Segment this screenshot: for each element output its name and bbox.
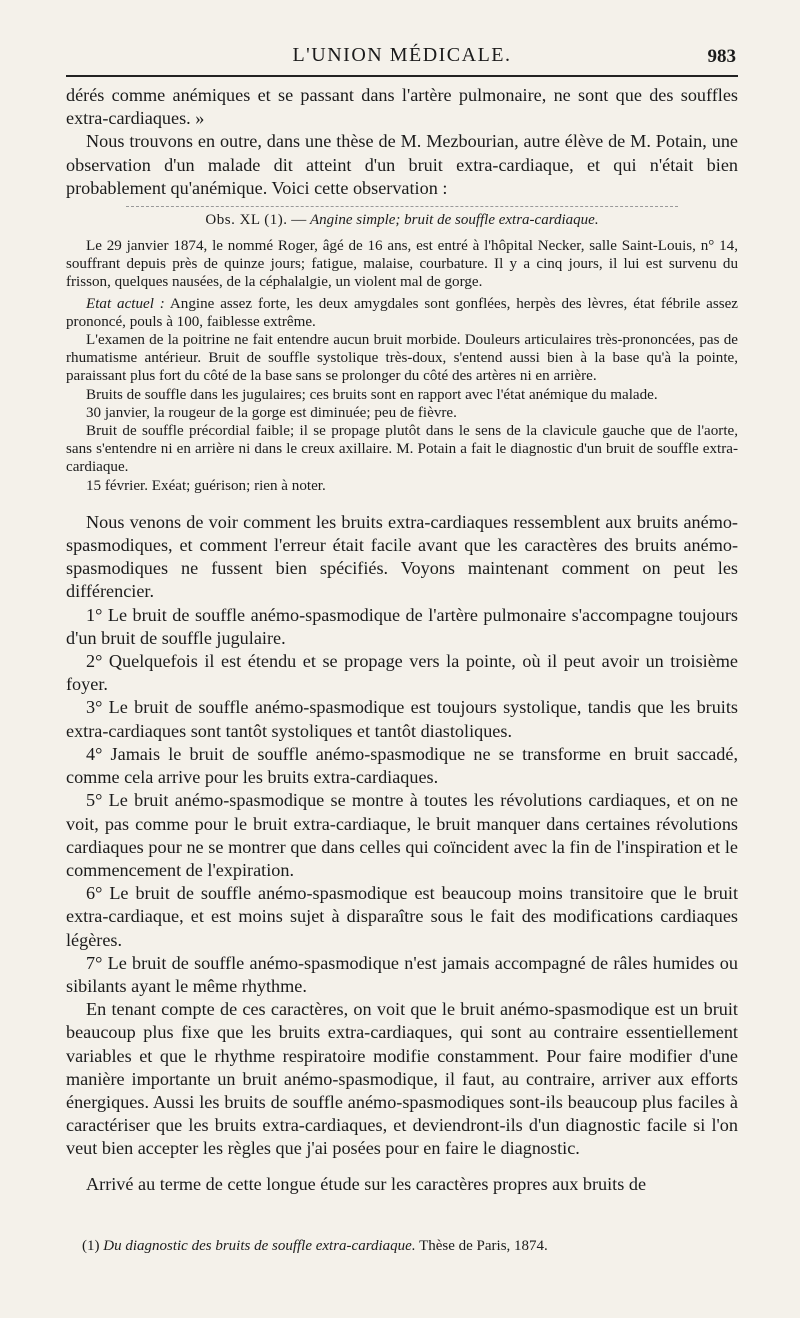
page-header	[68, 44, 736, 76]
body-paragraph: Nous venons de voir comment les bruits extra-cardiaques ressemblent aux bruits anémo-spasmodiques, et comment l'erreur était facile avant que les caractères des bruits anémo-spasmodiques ne fussent bien spécifiés. Voyons maintenant comment on peut les différencier.	[66, 511, 738, 602]
header-rule	[66, 75, 738, 77]
observation-paragraph: 30 janvier, la rougeur de la gorge est diminuée; peu de fièvre.	[86, 404, 457, 421]
etat-actuel-label: Etat actuel :	[86, 295, 165, 312]
running-title: L'UNION MÉDICALE.	[292, 44, 512, 66]
closing-line: Arrivé au terme de cette longue étude sur les caractères propres aux bruits de	[86, 1173, 647, 1194]
observation-paragraph: L'examen de la poitrine ne fait entendre aucun bruit morbide. Douleurs articulaires très-prononcées, pas de rhumatisme antérieur. Bruit de souffle systolique très-doux, s'entend aussi bien à la base qu'à la pointe, paraissant plus fort du côté de la base sans se prolonger du côté des artères ni en arrière.	[66, 332, 738, 385]
page-body	[66, 84, 738, 1196]
criterion-3: 3° Le bruit de souffle anémo-spasmodique est toujours systolique, tandis que les bruits extra-cardiaques sont tantôt systoliques et tantôt diastoliques.	[66, 697, 738, 741]
footnote-title: Du diagnostic des bruits de souffle extra-cardiaque.	[103, 1238, 416, 1254]
observation-heading	[66, 212, 738, 229]
criterion-5: 5° Le bruit anémo-spasmodique se montre à toutes les révolutions cardiaques, et on ne voit, pas comme pour le bruit extra-cardiaque, le bruit manquer dans certaines révolutions cardiaques pour ne se montrer que dans celles qui coïncident avec la fin de l'inspiration et le commencement de l'expiration.	[66, 790, 738, 880]
footnote	[82, 1238, 738, 1255]
observation-dash: —	[287, 212, 311, 229]
intro-paragraph-2: Nous trouvons en outre, dans une thèse de M. Mezbourian, autre élève de M. Potain, une observation d'un malade dit atteint d'un bruit extra-cardiaque, et qui n'était bien probablement qu'anémique. Voici cette observation :	[66, 131, 738, 198]
footnote-marker: (1)	[82, 1238, 100, 1254]
observation-label: Obs. XL (1).	[205, 212, 288, 229]
criterion-7: 7° Le bruit de souffle anémo-spasmodique n'est jamais accompagné de râles humides ou sibilants ayant le même rhythme.	[66, 952, 738, 996]
observation-paragraph: Bruits de souffle dans les jugulaires; ces bruits sont en rapport avec l'état anémique du malade.	[86, 386, 658, 403]
separator-line	[126, 206, 678, 207]
observation-paragraph: 15 février. Exéat; guérison; rien à noter.	[86, 477, 326, 494]
criterion-4: 4° Jamais le bruit de souffle anémo-spasmodique ne se transforme en bruit saccadé, comme cela arrive pour les bruits extra-cardiaques.	[66, 743, 738, 788]
page-number: 983	[707, 46, 736, 67]
observation-paragraph: Bruit de souffle précordial faible; il se propage plutôt dans le sens de la clavicule gauche que de l'aorte, sans s'entendre ni en arrière ni dans le creux axillaire. M. Potain a fait le diagnostic d'un bruit de souffle extra-cardiaque.	[66, 423, 738, 476]
intro-paragraph-1: dérés comme anémiques et se passant dans l'artère pulmonaire, ne sont que des souffles extra-cardiaques. »	[66, 85, 738, 129]
footnote-source: Thèse de Paris, 1874.	[419, 1238, 548, 1254]
criterion-2: 2° Quelquefois il est étendu et se propage vers la pointe, où il peut avoir un troisième foyer.	[66, 651, 738, 695]
observation-paragraph: Le 29 janvier 1874, le nommé Roger, âgé de 16 ans, est entré à l'hôpital Necker, salle Saint-Louis, n° 14, souffrant depuis près de quinze jours; fatigue, malaise, courbature. Il y a cinq jours, il lui est survenu du frisson, quelques nausées, de la céphalalgie, un violent mal de gorge.	[66, 238, 738, 291]
body-paragraph: En tenant compte de ces caractères, on voit que le bruit anémo-spasmodique est un bruit beaucoup plus fixe que les bruits extra-cardiaques, qui sont au contraire essentiellement variables et que le rhythme respiratoire modifie constamment. Pour faire modifier d'une manière importante un bruit anémo-spasmodique, il faut, au contraire, arriver aux efforts énergiques. Aussi les bruits de souffle anémo-spasmodiques sont-ils beaucoup plus faciles à caractériser que les bruits extra-cardiaques, et deviendront-ils d'un diagnostic facile si l'on veut bien accepter les règles que j'ai posées pour en faire le diagnostic.	[66, 999, 738, 1159]
criterion-1: 1° Le bruit de souffle anémo-spasmodique de l'artère pulmonaire s'accompagne toujours d'un bruit de souffle jugulaire.	[66, 604, 738, 648]
etat-actuel-text: Angine assez forte, les deux amygdales sont gonflées, herpès des lèvres, état fébrile assez prononcé, pouls à 100, faiblesse extrême.	[66, 295, 739, 330]
criterion-6: 6° Le bruit de souffle anémo-spasmodique est beaucoup moins transitoire que le bruit extra-cardiaque, et est moins sujet à disparaître sous le fait des modifications cardiaques légères.	[66, 883, 738, 950]
observation-title: Angine simple; bruit de souffle extra-cardiaque.	[310, 212, 599, 229]
etat-actuel-paragraph	[66, 295, 738, 331]
